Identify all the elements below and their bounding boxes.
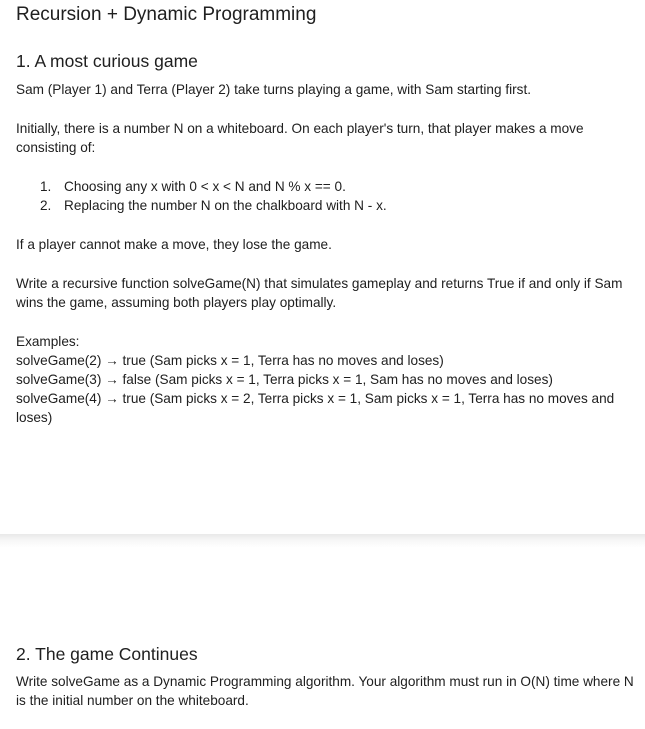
list-item: [40, 177, 387, 196]
section-2-heading: 2. The game Continues: [16, 644, 198, 664]
example-line: solveGame(4) → true (Sam picks x = 2, Terra picks x = 1, Sam picks x = 1, Terra has no moves and loses): [16, 391, 615, 425]
section-divider: [0, 534, 645, 548]
move-steps-list: [40, 177, 387, 215]
example-line: solveGame(2) → true (Sam picks x = 1, Terra has no moves and loses): [16, 353, 444, 368]
list-item-number: 1.: [40, 179, 52, 194]
page-title: Recursion + Dynamic Programming: [16, 4, 317, 25]
list-item-text: Replacing the number N on the chalkboard with N - x.: [64, 198, 387, 213]
list-item-text: Choosing any x with 0 < x < N and N % x == 0.: [64, 179, 346, 194]
examples-label: Examples:: [16, 334, 80, 349]
section-1-heading: 1. A most curious game: [16, 51, 198, 71]
task-description: Write a recursive function solveGame(N) that simulates gameplay and returns True if and only if Sam wins the game, assuming both players play optimally.: [16, 276, 623, 310]
section-1-intro: Sam (Player 1) and Terra (Player 2) take turns playing a game, with Sam starting first.: [16, 82, 532, 97]
lose-rule-text: If a player cannot make a move, they lose the game.: [16, 237, 332, 252]
section-1-setup: Initially, there is a number N on a whiteboard. On each player's turn, that player makes a move consisting of:: [16, 121, 584, 155]
examples-block: [16, 332, 638, 427]
example-line: solveGame(3) → false (Sam picks x = 1, Terra picks x = 1, Sam has no moves and loses): [16, 372, 553, 387]
list-item: [40, 196, 387, 215]
list-item-number: 2.: [40, 198, 52, 213]
section-2-text: Write solveGame as a Dynamic Programming algorithm. Your algorithm must run in O(N) time where N is the initial number on the whiteboard.: [16, 674, 634, 708]
